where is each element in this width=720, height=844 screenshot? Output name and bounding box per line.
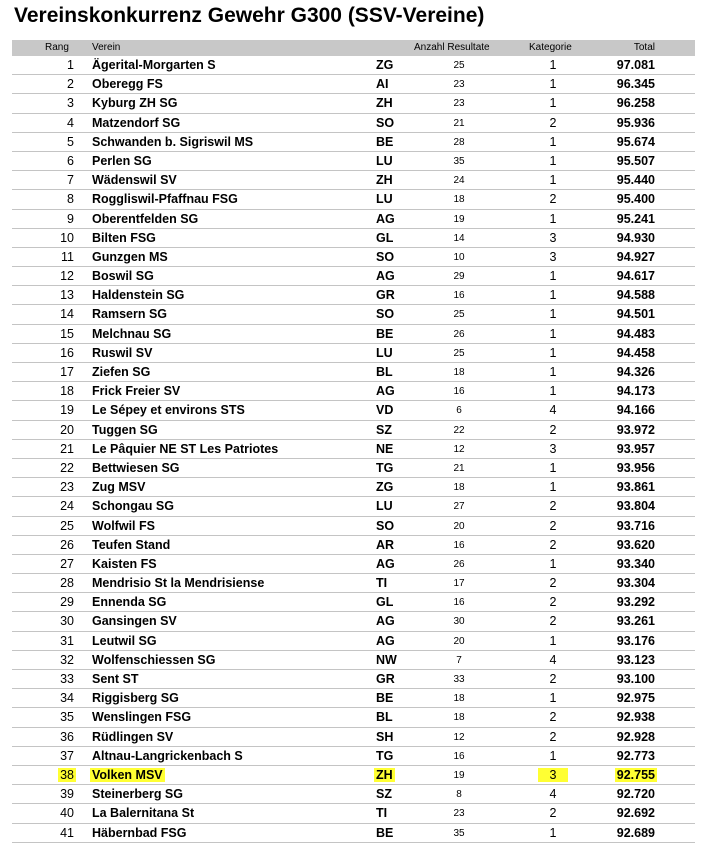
table-row [12, 517, 695, 536]
cell-rang: 40 [60, 806, 74, 821]
table-row [12, 459, 695, 478]
cell-verein: Ruswil SV [92, 345, 153, 360]
cell-total: 94.617 [616, 269, 655, 284]
cell-total: 93.340 [616, 556, 655, 571]
cell-verein: Perlen SG [92, 153, 152, 168]
cell-kategorie: 4 [549, 652, 557, 667]
cell-verein: Oberentfelden SG [92, 211, 199, 226]
cell-anzahl: 25 [453, 60, 465, 71]
cell-anzahl: 6 [456, 405, 462, 417]
cell-anzahl: 12 [453, 731, 465, 743]
cell-kategorie: 1 [549, 633, 557, 648]
cell-total: 94.501 [616, 307, 655, 322]
cell-verein: Häbernbad FSG [92, 825, 187, 840]
cell-anzahl: 8 [456, 789, 462, 801]
cell-total: 96.258 [616, 96, 655, 111]
cell-total: 95.507 [616, 153, 655, 168]
cell-anzahl: 33 [453, 674, 465, 685]
cell-verein: Kyburg ZH SG [92, 96, 178, 111]
cell-rang: 23 [60, 480, 74, 495]
cell-kanton: SH [376, 729, 394, 744]
cell-kategorie: 2 [549, 499, 557, 514]
table-row [12, 171, 695, 190]
cell-anzahl: 7 [456, 654, 462, 666]
cell-total: 95.241 [616, 211, 655, 226]
cell-rang: 7 [67, 173, 74, 188]
table-row [12, 305, 695, 324]
cell-kategorie: 2 [549, 576, 557, 591]
table-row [12, 363, 695, 382]
cell-kategorie: 2 [549, 614, 557, 629]
cell-kanton: GR [376, 288, 395, 303]
cell-kanton: ZG [376, 480, 394, 495]
cell-total: 94.166 [616, 403, 655, 418]
cell-anzahl: 25 [453, 309, 465, 321]
cell-verein: Altnau-Langrickenbach S [92, 748, 243, 763]
cell-total: 95.936 [616, 115, 655, 130]
cell-kanton: BE [376, 825, 394, 840]
cell-kategorie: 1 [549, 691, 557, 706]
cell-rang: 37 [60, 748, 74, 763]
cell-kategorie: 1 [549, 173, 557, 188]
cell-total: 93.956 [616, 460, 655, 475]
cell-kanton: ZH [376, 173, 393, 188]
cell-anzahl: 18 [453, 482, 465, 494]
cell-verein: Kaisten FS [92, 556, 157, 571]
cell-kategorie: 2 [549, 729, 557, 744]
table-row [12, 56, 695, 75]
results-table [12, 40, 695, 843]
cell-verein: Gansingen SV [92, 614, 177, 629]
cell-kategorie: 2 [549, 595, 557, 610]
cell-kategorie: 1 [549, 153, 557, 168]
cell-anzahl: 18 [453, 367, 465, 378]
cell-total: 93.716 [616, 518, 655, 533]
cell-verein: Schongau SG [92, 499, 174, 514]
cell-verein: Bettwiesen SG [92, 460, 180, 475]
cell-rang: 26 [60, 537, 74, 552]
cell-kanton: LU [376, 499, 393, 514]
table-row [12, 210, 695, 229]
header-total: Total [633, 42, 655, 53]
table-row [12, 651, 695, 670]
cell-anzahl: 16 [453, 597, 465, 609]
cell-verein: Bilten FSG [92, 230, 156, 245]
cell-total: 92.928 [616, 729, 655, 744]
table-row [12, 325, 695, 344]
cell-rang: 13 [60, 288, 74, 303]
cell-rang: 4 [67, 115, 74, 130]
cell-verein: Ramsern SG [92, 307, 168, 322]
cell-total: 94.458 [616, 345, 655, 360]
table-row [12, 612, 695, 631]
table-row [12, 593, 695, 612]
cell-kanton: VD [376, 403, 394, 418]
cell-anzahl: 26 [453, 328, 465, 340]
cell-kanton: GL [376, 595, 394, 610]
cell-anzahl: 16 [453, 539, 465, 551]
cell-verein: Riggisberg SG [92, 691, 179, 706]
cell-verein: Volken MSV [92, 767, 163, 782]
header-verein: Verein [92, 42, 121, 53]
cell-kategorie: 1 [549, 384, 557, 399]
cell-total: 93.292 [616, 595, 655, 610]
cell-kanton: NE [376, 441, 394, 456]
cell-kategorie: 1 [549, 288, 557, 303]
cell-verein: Roggliswil-Pfaffnau FSG [92, 192, 238, 207]
table-row [12, 267, 695, 286]
cell-kategorie: 1 [549, 345, 557, 360]
cell-rang: 6 [67, 153, 74, 168]
cell-anzahl: 22 [453, 424, 465, 436]
cell-total: 93.100 [616, 672, 655, 686]
cell-verein: Gunzgen MS [92, 249, 168, 264]
cell-anzahl: 28 [453, 136, 465, 148]
cell-verein: Matzendorf SG [92, 115, 181, 130]
cell-verein: Wädenswil SV [92, 173, 177, 188]
cell-rang: 41 [60, 825, 74, 840]
cell-kategorie: 1 [549, 77, 557, 92]
cell-kanton: AG [376, 614, 395, 629]
table-row [12, 747, 695, 766]
cell-kanton: AI [376, 77, 389, 92]
cell-anzahl: 30 [453, 616, 465, 628]
cell-total: 93.304 [616, 576, 655, 591]
table-row [12, 75, 695, 94]
cell-total: 92.720 [616, 787, 655, 802]
cell-kategorie: 1 [549, 365, 557, 379]
cell-total: 94.588 [616, 288, 655, 303]
table-row [12, 401, 695, 420]
cell-anzahl: 16 [453, 750, 465, 762]
cell-anzahl: 23 [453, 808, 465, 820]
cell-anzahl: 27 [453, 501, 465, 513]
cell-total: 93.261 [616, 614, 655, 629]
cell-rang: 29 [60, 595, 74, 610]
header-anzahl: Anzahl Resultate [414, 42, 490, 53]
table-row [12, 728, 695, 747]
cell-verein: Boswil SG [92, 269, 154, 284]
cell-total: 96.345 [616, 77, 655, 92]
cell-rang: 31 [60, 633, 74, 648]
cell-verein: Ägerital-Morgarten S [92, 58, 216, 72]
table-row [12, 152, 695, 171]
cell-anzahl: 18 [453, 712, 465, 724]
cell-total: 92.755 [616, 767, 655, 782]
cell-verein: Le Pâquier NE ST Les Patriotes [92, 441, 279, 456]
cell-kanton: AG [376, 556, 395, 571]
cell-rang: 39 [60, 787, 74, 802]
cell-rang: 24 [60, 499, 74, 514]
cell-rang: 25 [60, 518, 74, 533]
cell-verein: Tuggen SG [92, 422, 158, 437]
cell-kategorie: 2 [549, 422, 557, 437]
table-row [12, 478, 695, 497]
cell-total: 93.804 [616, 499, 655, 514]
cell-kategorie: 2 [549, 518, 557, 533]
table-row [12, 804, 695, 823]
table-row [12, 133, 695, 152]
cell-verein: Frick Freier SV [92, 384, 181, 399]
cell-rang: 30 [60, 614, 74, 629]
cell-kanton: BE [376, 134, 394, 149]
cell-total: 93.620 [616, 537, 655, 552]
cell-verein: La Balernitana St [92, 806, 195, 821]
cell-kategorie: 1 [549, 134, 557, 149]
cell-kanton: GL [376, 230, 394, 245]
cell-total: 95.400 [616, 192, 655, 207]
cell-anzahl: 19 [453, 769, 465, 781]
cell-rang: 17 [60, 365, 74, 379]
cell-kanton: LU [376, 345, 393, 360]
cell-total: 92.689 [616, 825, 655, 840]
cell-kategorie: 3 [538, 768, 568, 782]
cell-kanton: SO [376, 307, 395, 322]
cell-anzahl: 29 [453, 271, 465, 283]
cell-kategorie: 1 [549, 556, 557, 571]
cell-verein: Haldenstein SG [92, 288, 185, 303]
cell-rang: 28 [60, 576, 74, 591]
table-body [12, 56, 695, 843]
cell-anzahl: 18 [453, 693, 465, 705]
table-row [12, 229, 695, 248]
cell-kategorie: 1 [549, 326, 557, 341]
cell-verein: Steinerberg SG [92, 787, 183, 802]
cell-total: 92.975 [616, 691, 655, 706]
cell-kategorie: 2 [549, 710, 557, 725]
cell-verein: Leutwil SG [92, 633, 157, 648]
cell-kanton: SO [376, 115, 395, 130]
cell-verein: Wolfwil FS [92, 518, 155, 533]
cell-rang: 2 [67, 77, 74, 92]
cell-kategorie: 1 [549, 58, 557, 72]
cell-rang: 22 [60, 460, 74, 475]
cell-rang: 38 [60, 767, 74, 782]
cell-kategorie: 4 [549, 787, 557, 802]
cell-total: 92.938 [616, 710, 655, 725]
cell-kategorie: 2 [549, 192, 557, 207]
table-row [12, 190, 695, 209]
cell-kanton: TI [376, 806, 388, 821]
cell-kanton: GR [376, 672, 395, 686]
cell-verein: Sent ST [92, 672, 139, 686]
cell-rang: 5 [67, 134, 74, 149]
cell-total: 95.440 [616, 173, 655, 188]
cell-kanton: AG [376, 384, 395, 399]
cell-verein: Ennenda SG [92, 595, 167, 610]
table-row [12, 785, 695, 804]
table-row [12, 286, 695, 305]
cell-kanton: ZG [376, 58, 394, 72]
cell-anzahl: 21 [453, 462, 465, 474]
cell-total: 92.773 [616, 748, 655, 763]
cell-kanton: ZH [376, 96, 393, 111]
cell-kanton: LU [376, 153, 393, 168]
cell-anzahl: 16 [453, 386, 465, 398]
table-row [12, 497, 695, 516]
cell-kanton: SZ [376, 787, 392, 802]
cell-kanton: ZH [376, 767, 393, 782]
table-row [12, 440, 695, 459]
table-row [12, 632, 695, 651]
cell-kanton: TG [376, 748, 394, 763]
table-row [12, 670, 695, 689]
cell-anzahl: 12 [453, 443, 465, 455]
page-title: Vereinskonkurrenz Gewehr G300 (SSV-Vereine) [14, 4, 485, 27]
cell-total: 94.173 [616, 384, 655, 399]
cell-rang: 8 [67, 192, 74, 207]
cell-anzahl: 21 [453, 117, 465, 129]
cell-anzahl: 10 [453, 251, 465, 263]
table-header [12, 40, 695, 56]
cell-total: 93.176 [616, 633, 655, 648]
cell-kategorie: 3 [549, 249, 557, 264]
cell-verein: Wenslingen FSG [92, 710, 192, 725]
cell-kanton: SO [376, 518, 395, 533]
cell-kategorie: 1 [549, 748, 557, 763]
cell-total: 95.674 [616, 134, 655, 149]
table-row [12, 574, 695, 593]
cell-anzahl: 23 [453, 98, 465, 110]
cell-kategorie: 1 [549, 211, 557, 226]
cell-verein: Mendrisio St la Mendrisiense [92, 576, 265, 591]
cell-rang: 19 [60, 403, 74, 418]
cell-total: 93.972 [616, 422, 655, 437]
cell-rang: 16 [60, 345, 74, 360]
table-row [12, 555, 695, 574]
cell-total: 93.957 [616, 441, 655, 456]
cell-verein: Teufen Stand [92, 537, 171, 552]
table-row [12, 382, 695, 401]
cell-kategorie: 2 [549, 806, 557, 821]
cell-verein: Wolfenschiessen SG [92, 652, 216, 667]
header-rang: Rang [45, 42, 69, 53]
cell-kanton: AR [376, 537, 395, 552]
cell-rang: 32 [60, 652, 74, 667]
table-row [12, 766, 695, 785]
cell-anzahl: 19 [453, 213, 465, 225]
table-row [12, 114, 695, 133]
cell-kanton: SO [376, 249, 395, 264]
cell-verein: Zug MSV [92, 480, 146, 495]
cell-rang: 12 [60, 269, 74, 284]
cell-kategorie: 2 [549, 537, 557, 552]
cell-rang: 27 [60, 556, 74, 571]
cell-kategorie: 2 [549, 115, 557, 130]
cell-total: 93.861 [616, 480, 655, 495]
table-row [12, 708, 695, 727]
cell-anzahl: 26 [453, 558, 465, 570]
cell-rang: 15 [60, 326, 74, 341]
cell-anzahl: 35 [453, 827, 465, 839]
cell-total: 97.081 [616, 58, 655, 72]
cell-rang: 11 [61, 249, 74, 264]
cell-anzahl: 25 [453, 347, 465, 359]
cell-kanton: TI [376, 576, 388, 591]
cell-rang: 36 [60, 729, 74, 744]
cell-kanton: NW [376, 652, 397, 667]
cell-kategorie: 1 [549, 825, 557, 840]
cell-rang: 35 [60, 710, 74, 725]
cell-total: 94.927 [616, 249, 655, 264]
cell-total: 94.483 [616, 326, 655, 341]
cell-anzahl: 14 [453, 232, 465, 244]
cell-anzahl: 20 [453, 635, 465, 647]
cell-rang: 3 [67, 96, 74, 111]
cell-kategorie: 1 [549, 96, 557, 111]
table-row [12, 344, 695, 363]
cell-rang: 9 [67, 211, 74, 226]
cell-kategorie: 1 [549, 307, 557, 322]
cell-anzahl: 35 [453, 155, 465, 167]
cell-total: 92.692 [616, 806, 655, 821]
cell-rang: 34 [60, 691, 74, 706]
cell-verein: Rüdlingen SV [92, 729, 174, 744]
cell-rang: 20 [60, 422, 74, 437]
cell-kanton: AG [376, 211, 395, 226]
cell-rang: 21 [60, 441, 74, 456]
cell-anzahl: 18 [453, 194, 465, 206]
cell-verein: Schwanden b. Sigriswil MS [92, 134, 254, 149]
cell-total: 94.326 [616, 365, 655, 379]
cell-kanton: BL [376, 365, 393, 379]
cell-kanton: SZ [376, 422, 392, 437]
cell-kategorie: 1 [549, 460, 557, 475]
table-row [12, 94, 695, 113]
cell-rang: 14 [60, 307, 74, 322]
cell-anzahl: 17 [453, 578, 465, 590]
cell-anzahl: 24 [453, 175, 465, 187]
cell-kanton: BE [376, 691, 394, 706]
cell-kanton: TG [376, 460, 394, 475]
table-row [12, 248, 695, 267]
cell-verein: Melchnau SG [92, 326, 172, 341]
cell-total: 93.123 [616, 652, 655, 667]
cell-kanton: AG [376, 633, 395, 648]
cell-rang: 33 [60, 672, 74, 686]
cell-total: 94.930 [616, 230, 655, 245]
cell-kanton: BL [376, 710, 393, 725]
cell-verein: Le Sépey et environs STS [92, 403, 245, 418]
cell-verein: Ziefen SG [92, 365, 151, 379]
cell-rang: 18 [60, 384, 74, 399]
cell-kanton: BE [376, 326, 394, 341]
cell-kategorie: 3 [549, 230, 557, 245]
cell-anzahl: 20 [453, 520, 465, 532]
cell-kategorie: 1 [549, 269, 557, 284]
table-row [12, 824, 695, 843]
cell-rang: 10 [60, 230, 74, 245]
cell-kategorie: 3 [549, 441, 557, 456]
cell-kategorie: 4 [549, 403, 557, 418]
cell-kanton: AG [376, 269, 395, 284]
cell-kategorie: 1 [549, 480, 557, 495]
header-kategorie: Kategorie [529, 42, 572, 53]
table-row [12, 689, 695, 708]
table-row [12, 536, 695, 555]
cell-anzahl: 23 [453, 79, 465, 91]
cell-kategorie: 2 [549, 672, 557, 686]
cell-rang: 1 [67, 58, 74, 72]
table-row [12, 421, 695, 440]
cell-anzahl: 16 [453, 290, 465, 302]
cell-kanton: LU [376, 192, 393, 207]
cell-verein: Oberegg FS [92, 77, 163, 92]
